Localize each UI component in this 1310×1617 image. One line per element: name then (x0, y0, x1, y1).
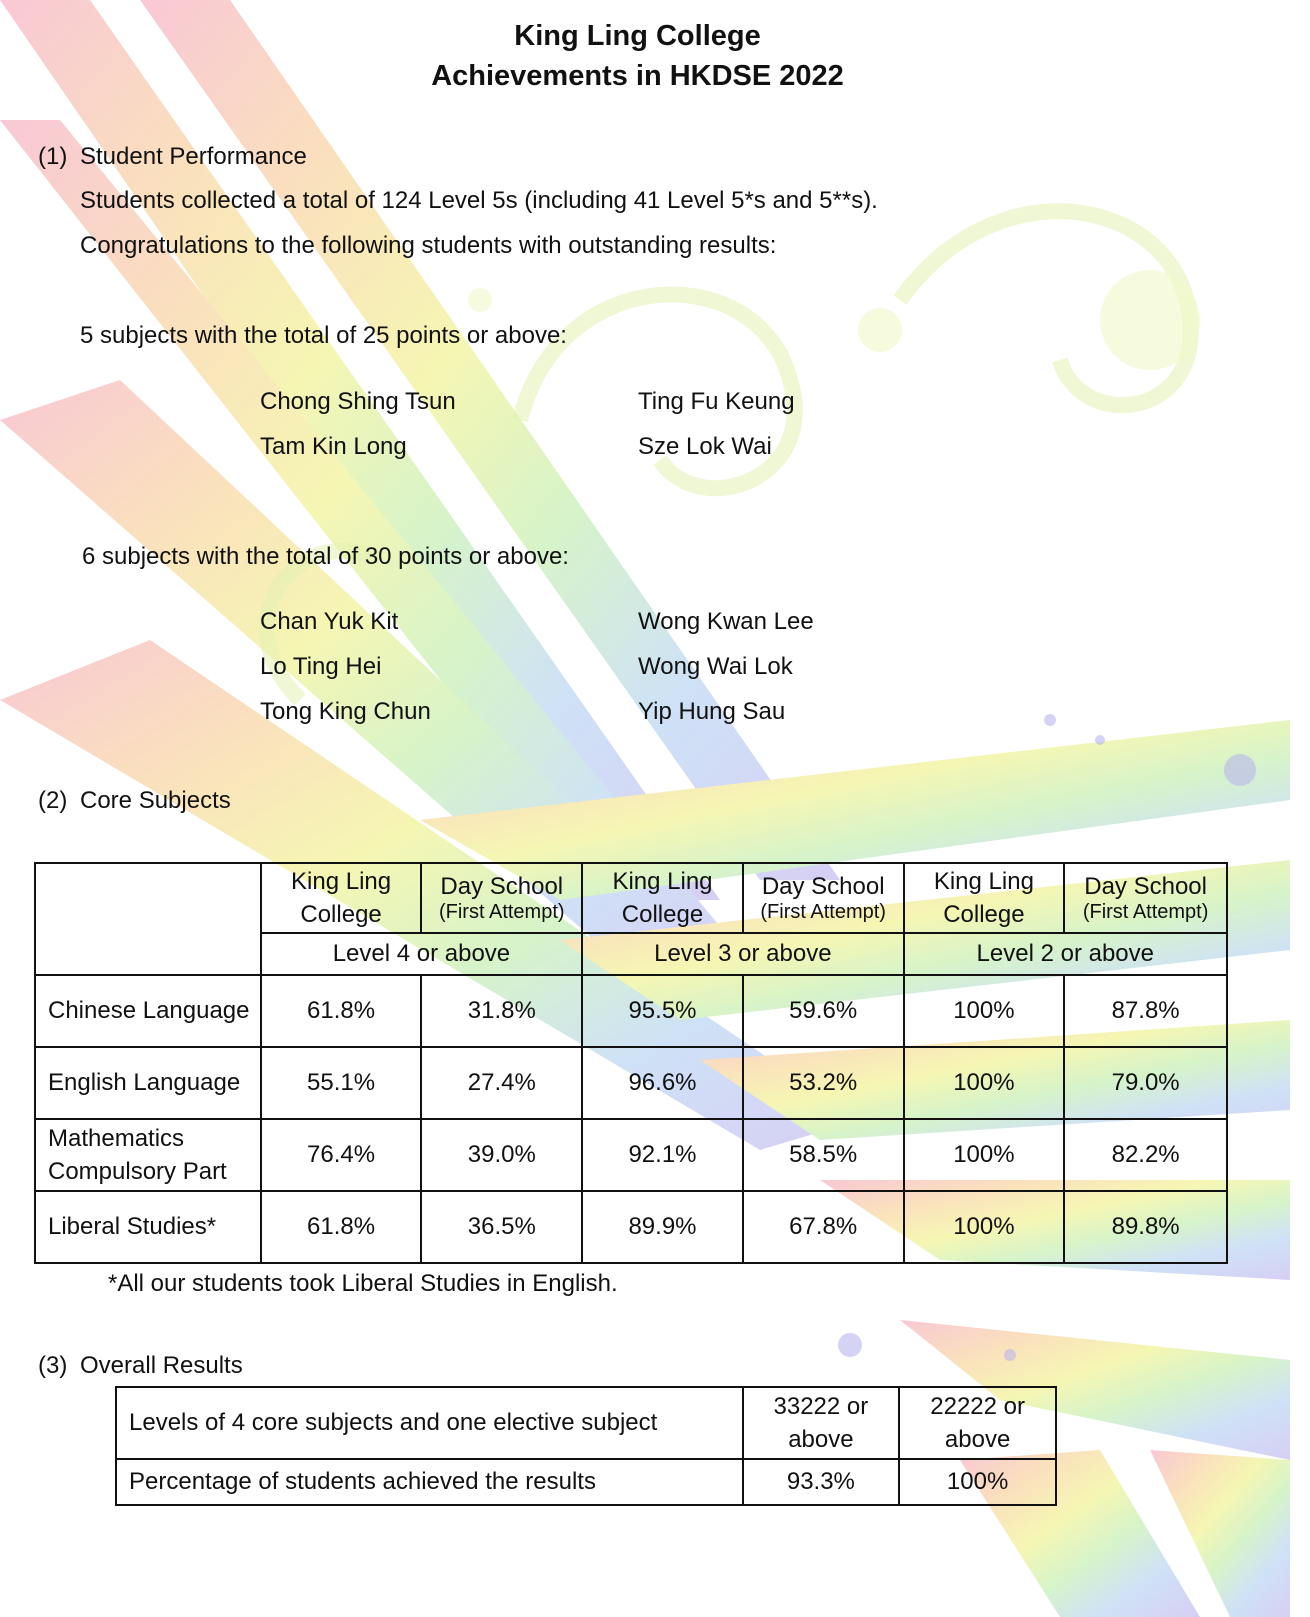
subject-cell: English Language (35, 1047, 261, 1119)
value-cell: 55.1% (261, 1047, 422, 1119)
value-cell: 36.5% (421, 1191, 582, 1263)
value-cell: 100% (904, 975, 1065, 1047)
student-name: Tam Kin Long (260, 433, 407, 460)
group1-label: 5 subjects with the total of 25 points or above: (80, 322, 567, 349)
value-cell: 100% (904, 1047, 1065, 1119)
overall-results-table (115, 1386, 1057, 1506)
value-cell: 67.8% (743, 1191, 904, 1263)
student-name: Chan Yuk Kit (260, 608, 399, 635)
student-name: Wong Kwan Lee (638, 608, 814, 635)
row-label: Percentage of students achieved the results (116, 1459, 743, 1505)
criteria-cell: 33222 or above (743, 1387, 900, 1459)
level-header: Level 2 or above (904, 933, 1227, 975)
value-cell: 95.5% (582, 975, 743, 1047)
value-cell: 61.8% (261, 975, 422, 1047)
col-header-day-school: Day School (First Attempt) (1064, 863, 1227, 933)
value-cell: 27.4% (421, 1047, 582, 1119)
table-row (116, 1387, 1056, 1459)
subject-cell: Liberal Studies* (35, 1191, 261, 1263)
criteria-cell: 22222 or above (899, 1387, 1056, 1459)
section1-heading: Student Performance (80, 143, 307, 170)
header-corner-cell (35, 863, 261, 975)
group2-label: 6 subjects with the total of 30 points or above: (82, 543, 569, 570)
value-cell: 61.8% (261, 1191, 422, 1263)
value-cell: 92.1% (582, 1119, 743, 1191)
core-subjects-table (34, 862, 1228, 1264)
col-header-school: King Ling College (582, 863, 743, 933)
value-cell: 31.8% (421, 975, 582, 1047)
section3-number: (3) (38, 1352, 68, 1379)
value-cell: 59.6% (743, 975, 904, 1047)
section3-heading: Overall Results (80, 1352, 243, 1379)
col-header-school: King Ling College (261, 863, 422, 933)
value-cell: 89.9% (582, 1191, 743, 1263)
student-name: Sze Lok Wai (638, 433, 772, 460)
table-row (35, 1191, 1227, 1263)
student-name: Lo Ting Hei (260, 653, 382, 680)
col-header-school: King Ling College (904, 863, 1065, 933)
school-name: King Ling College (514, 20, 761, 52)
section1-number: (1) (38, 143, 68, 170)
table-row (35, 1047, 1227, 1119)
value-cell: 100% (904, 1119, 1065, 1191)
page-title: Achievements in HKDSE 2022 (431, 60, 844, 92)
section1-line1: Students collected a total of 124 Level 5s (including 41 Level 5*s and 5**s). (80, 187, 878, 214)
value-cell: 53.2% (743, 1047, 904, 1119)
value-cell: 79.0% (1064, 1047, 1227, 1119)
value-cell: 96.6% (582, 1047, 743, 1119)
section2-heading: Core Subjects (80, 787, 231, 814)
table-row (35, 1119, 1227, 1191)
student-name: Wong Wai Lok (638, 653, 793, 680)
student-name: Yip Hung Sau (638, 698, 786, 725)
student-name: Ting Fu Keung (638, 388, 795, 415)
student-name: Chong Shing Tsun (260, 388, 456, 415)
table-row (116, 1459, 1056, 1505)
student-name: Tong King Chun (260, 698, 431, 725)
section1-line2: Congratulations to the following students with outstanding results: (80, 232, 777, 259)
subject-cell: Mathematics Compulsory Part (35, 1119, 261, 1191)
value-cell: 100% (904, 1191, 1065, 1263)
subject-cell: Chinese Language (35, 975, 261, 1047)
table-footnote: *All our students took Liberal Studies in English. (108, 1270, 618, 1297)
value-cell: 93.3% (743, 1459, 900, 1505)
value-cell: 82.2% (1064, 1119, 1227, 1191)
table-row (35, 975, 1227, 1047)
value-cell: 100% (899, 1459, 1056, 1505)
level-header: Level 3 or above (582, 933, 903, 975)
col-header-day-school: Day School (First Attempt) (421, 863, 582, 933)
value-cell: 89.8% (1064, 1191, 1227, 1263)
value-cell: 76.4% (261, 1119, 422, 1191)
col-header-day-school: Day School (First Attempt) (743, 863, 904, 933)
row-label: Levels of 4 core subjects and one elective subject (116, 1387, 743, 1459)
value-cell: 58.5% (743, 1119, 904, 1191)
value-cell: 39.0% (421, 1119, 582, 1191)
level-header: Level 4 or above (261, 933, 582, 975)
value-cell: 87.8% (1064, 975, 1227, 1047)
section2-number: (2) (38, 787, 68, 814)
